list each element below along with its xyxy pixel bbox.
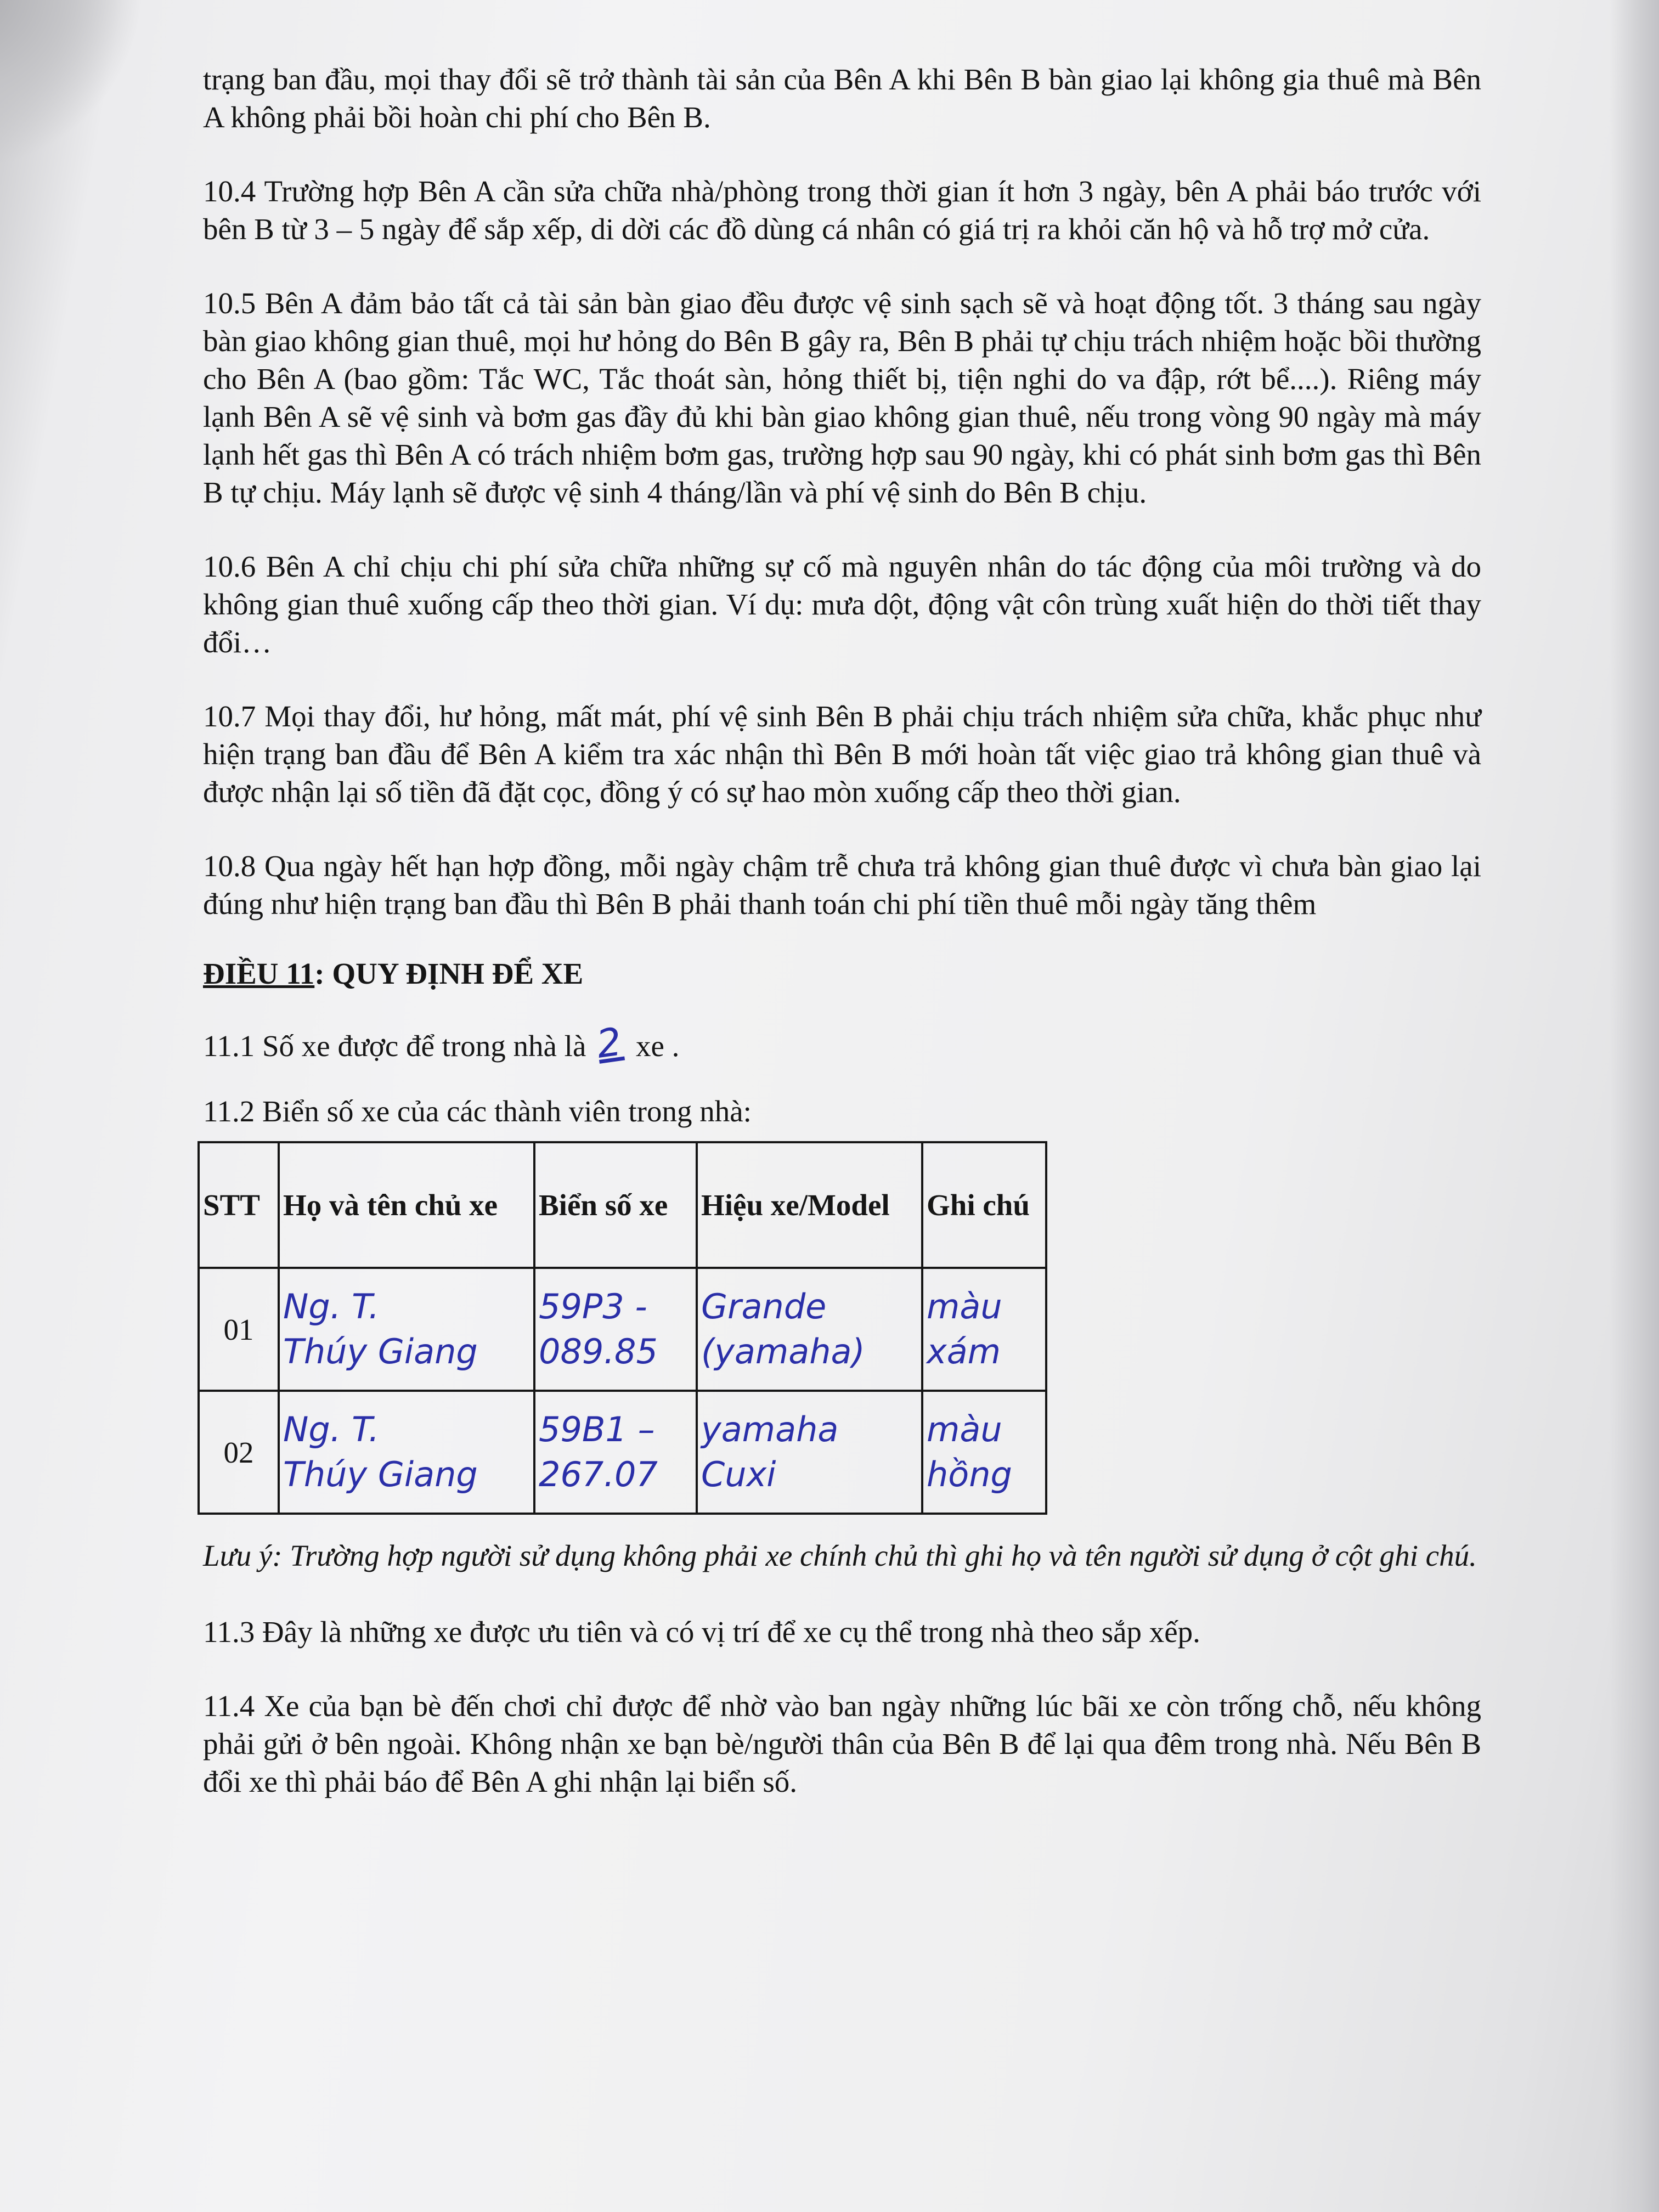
paragraph-10-3-continued: trạng ban đầu, mọi thay đổi sẽ trở thành tài sản của Bên A khi Bên B bàn giao lại không gia thuê mà Bên A không phải bồi hoàn chi phí cho Bên B. — [203, 63, 1481, 134]
owner-name-line-1: Ng. T. — [283, 1409, 380, 1449]
contract-page — [203, 60, 1481, 1837]
header-plate: Biển số xe — [534, 1142, 697, 1268]
note-line-2: xám — [927, 1331, 1001, 1372]
article-11-number: ĐIỀU 11 — [203, 957, 315, 990]
row-plate — [534, 1391, 697, 1514]
page-corner-shadow — [0, 0, 197, 175]
count-suffix: xe . — [635, 1029, 680, 1063]
note-line-1: màu — [927, 1286, 1002, 1327]
row-note — [922, 1391, 1046, 1514]
table-header-row — [199, 1142, 1046, 1268]
plate-line-1: 59P3 - — [539, 1286, 647, 1327]
row-plate — [534, 1268, 697, 1391]
paragraph-10-5: 10.5 Bên A đảm bảo tất cả tài sản bàn giao đều được vệ sinh sạch sẽ và hoạt động tốt. 3 tháng sau ngày bàn giao không gian thuê, mọi hư hỏng do Bên B gây ra, Bên B phải tự chịu trách nhiệm hoặc bồi thường cho Bên A (bao gồm: Tắc WC, Tắc thoát sàn, hỏng thiết bị, tiện nghi do va đập, rớt bể....). Riêng máy lạnh Bên A sẽ vệ sinh và bơm gas đầy đủ khi bàn giao không gian thuê, nếu trong vòng 90 ngày mà máy lạnh hết gas thì Bên A có trách nhiệm bơm gas, trường hợp sau 90 ngày, khi có phát sinh bơm gas thì Bên B tự chịu. Máy lạnh sẽ được vệ sinh 4 tháng/lần và phí vệ sinh do Bên B chịu. — [203, 286, 1481, 509]
handwritten-vehicle-count: 2 — [594, 1019, 626, 1067]
owner-name-line-2: Thúy Giang — [283, 1454, 478, 1494]
note-line-2: hồng — [927, 1454, 1012, 1494]
row-owner-name — [279, 1391, 534, 1514]
row-stt: 01 — [199, 1268, 279, 1391]
owner-name-line-2: Thúy Giang — [283, 1331, 478, 1372]
row-stt: 02 — [199, 1391, 279, 1514]
plate-line-2: 089.85 — [539, 1331, 658, 1372]
model-line-1: yamaha — [701, 1409, 839, 1449]
row-model — [697, 1391, 922, 1514]
header-stt: STT — [199, 1142, 279, 1268]
page-edge-shadow — [1610, 0, 1659, 2212]
table-row — [199, 1268, 1046, 1391]
article-11-heading — [203, 955, 1481, 992]
header-owner-name: Họ và tên chủ xe — [279, 1142, 534, 1268]
header-note: Ghi chú — [922, 1142, 1046, 1268]
row-owner-name — [279, 1268, 534, 1391]
header-model: Hiệu xe/Model — [697, 1142, 922, 1268]
paragraph-10-4: 10.4 Trường hợp Bên A cần sửa chữa nhà/phòng trong thời gian ít hơn 3 ngày, bên A phải báo trước với bên B từ 3 – 5 ngày để sắp xếp, di dời các đồ dùng cá nhân có giá trị ra khỏi căn hộ và hỗ trợ mở cửa. — [203, 174, 1481, 246]
owner-name-line-1: Ng. T. — [283, 1286, 380, 1327]
row-note — [922, 1268, 1046, 1391]
plate-line-2: 267.07 — [539, 1454, 658, 1494]
paragraph-11-3: 11.3 Đây là những xe được ưu tiên và có vị trí để xe cụ thể trong nhà theo sắp xếp. — [203, 1615, 1200, 1649]
note-line-1: màu — [927, 1409, 1002, 1449]
table-row — [199, 1391, 1046, 1514]
article-11-title: : QUY ĐỊNH ĐỂ XE — [314, 957, 584, 990]
model-line-2: Cuxi — [701, 1454, 776, 1494]
vehicle-table — [198, 1141, 1047, 1515]
paragraph-10-8: 10.8 Qua ngày hết hạn hợp đồng, mỗi ngày chậm trễ chưa trả không gian thuê được vì chưa bàn giao lại đúng như hiện trạng ban đầu thì Bên B phải thanh toán chi phí tiền thuê mỗi ngày tăng thêm — [203, 849, 1481, 921]
count-prefix: 11.1 Số xe được để trong nhà là — [203, 1029, 586, 1063]
row-model — [697, 1268, 922, 1391]
paragraph-11-1 — [203, 1019, 1481, 1067]
model-line-1: Grande — [701, 1286, 827, 1327]
paragraph-10-6: 10.6 Bên A chỉ chịu chi phí sửa chữa những sự cố mà nguyên nhân do tác động của môi trường và do không gian thuê xuống cấp theo thời gian. Ví dụ: mưa dột, động vật côn trùng xuất hiện do thời tiết thay đổi… — [203, 550, 1481, 659]
paragraph-11-4: 11.4 Xe của bạn bè đến chơi chỉ được để nhờ vào ban ngày những lúc bãi xe còn trống chỗ, nếu không phải gửi ở bên ngoài. Không nhận xe bạn bè/người thân của Bên B để lại qua đêm trong nhà. Nếu Bên B đổi xe thì phải báo để Bên A ghi nhận lại biển số. — [203, 1689, 1481, 1798]
model-line-2: (yamaha) — [701, 1331, 865, 1372]
table-note: Lưu ý: Trường hợp người sử dụng không phải xe chính chủ thì ghi họ và tên người sử dụng ở cột ghi chú. — [203, 1539, 1477, 1572]
paragraph-10-7: 10.7 Mọi thay đổi, hư hỏng, mất mát, phí vệ sinh Bên B phải chịu trách nhiệm sửa chữa, khắc phục như hiện trạng ban đầu để Bên A kiểm tra xác nhận thì Bên B mới hoàn tất việc giao trả không gian thuê và được nhận lại số tiền đã đặt cọc, đồng ý có sự hao mòn xuống cấp theo thời gian. — [203, 699, 1481, 809]
plate-line-1: 59B1 – — [539, 1409, 655, 1449]
paragraph-11-2: 11.2 Biển số xe của các thành viên trong nhà: — [203, 1094, 752, 1128]
